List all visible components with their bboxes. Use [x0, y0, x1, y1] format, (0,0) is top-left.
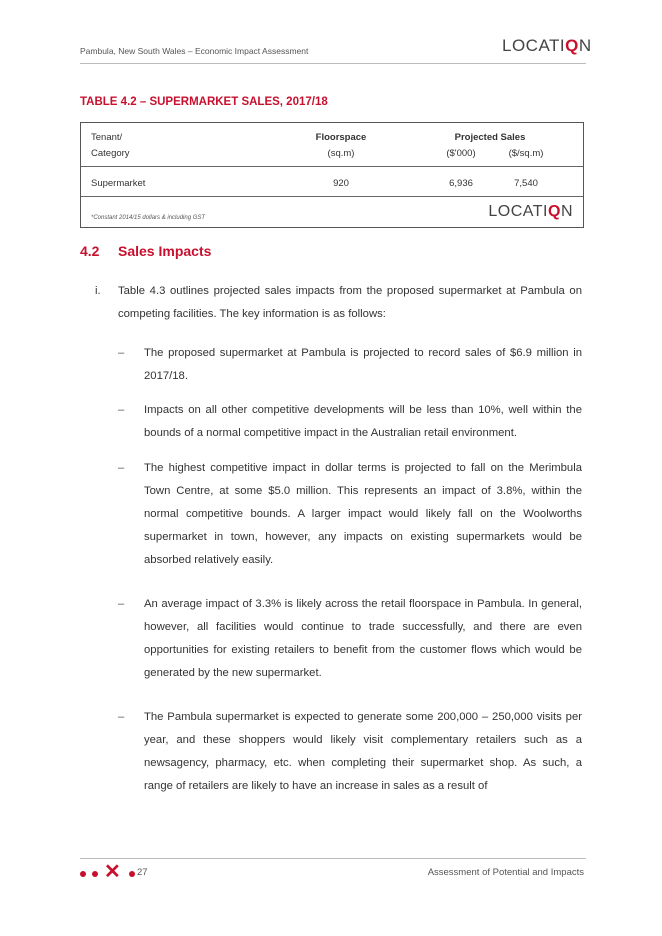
bullet-item: The Pambula supermarket is expected to generate some 200,000 – 250,000 visits per year, and these shoppers would likely visit complementary retailers such as a newsagency, pharmacy, etc. when completing their supermarket shop. As such, a range of retailers are likely to have an increase in sales as a result of [144, 711, 582, 792]
intro-paragraph: Table 4.3 outlines projected sales impacts from the proposed supermarket at Pambula on competing facilities. The key information is as follows: [118, 285, 582, 320]
dot-icon [92, 871, 98, 877]
col-header-projected-sales: Projected Sales [454, 132, 526, 143]
cell-category: Supermarket [91, 178, 146, 189]
section-heading [80, 243, 211, 259]
cell-sales: 6,936 [449, 178, 473, 189]
cell-rate: 7,540 [514, 178, 538, 189]
x-mark-icon: ✕ [104, 861, 121, 883]
bullet-dash: – [118, 598, 125, 610]
page-number: 27 [137, 867, 148, 878]
col-header-rate-unit: ($/sq.m) [508, 148, 544, 159]
location-iq-logo: LOCATIQN [502, 36, 592, 55]
col-header-sales-unit: ($'000) [446, 148, 476, 159]
bullet-item: Impacts on all other competitive developments will be less than 10%, well within the bounds of a normal competitive impact in the Australian retail environment. [144, 404, 582, 439]
table-header-rule [81, 166, 583, 167]
bullet-dash: – [118, 462, 125, 474]
table-location-iq-logo: LOCATIQN [488, 203, 573, 220]
bullet-item: The highest competitive impact in dollar terms is projected to fall on the Merimbula Town Centre, at some $5.0 million. This represents an impact of 3.8%, within the normal competitive bounds. A larger impact would likely fall on the Woolworths supermarket in town, however, any impacts on existing supermarkets would be absorbed relatively easily. [144, 462, 582, 566]
bullet-dash: – [118, 347, 125, 359]
paragraph-marker: i. [95, 285, 101, 297]
col-header-tenant: Tenant/ [91, 132, 123, 143]
col-header-category: Category [91, 148, 130, 159]
section-number: 4.2 [80, 243, 100, 259]
bullet-dash: – [118, 711, 125, 723]
document-header-title: Pambula, New South Wales – Economic Impact Assessment [80, 46, 309, 56]
dot-icon [129, 871, 135, 877]
bullet-item: The proposed supermarket at Pambula is projected to record sales of $6.9 million in 2017/18. [144, 347, 582, 382]
bullet-dash: – [118, 404, 125, 416]
supermarket-sales-table [80, 122, 584, 228]
col-header-floorspace: Floorspace [315, 132, 367, 143]
table-footnote: *Constant 2014/15 dollars & including GST [91, 215, 206, 221]
cell-floorspace: 920 [333, 178, 349, 189]
section-title: Sales Impacts [118, 243, 212, 259]
dot-icon [80, 871, 86, 877]
footer-section-title: Assessment of Potential and Impacts [427, 867, 584, 878]
col-header-floorspace-unit: (sq.m) [327, 148, 355, 159]
table-title: TABLE 4.2 – SUPERMARKET SALES, 2017/18 [80, 96, 328, 108]
header-divider [80, 63, 586, 64]
bullet-item: An average impact of 3.3% is likely across the retail floorspace in Pambula. In general, however, all facilities would continue to trade successfully, and there are even opportunities for existing retailers to benefit from the customer flows which would be generated by the new supermarket. [144, 598, 582, 679]
footer-divider [80, 858, 586, 859]
table-body-rule [81, 196, 583, 197]
